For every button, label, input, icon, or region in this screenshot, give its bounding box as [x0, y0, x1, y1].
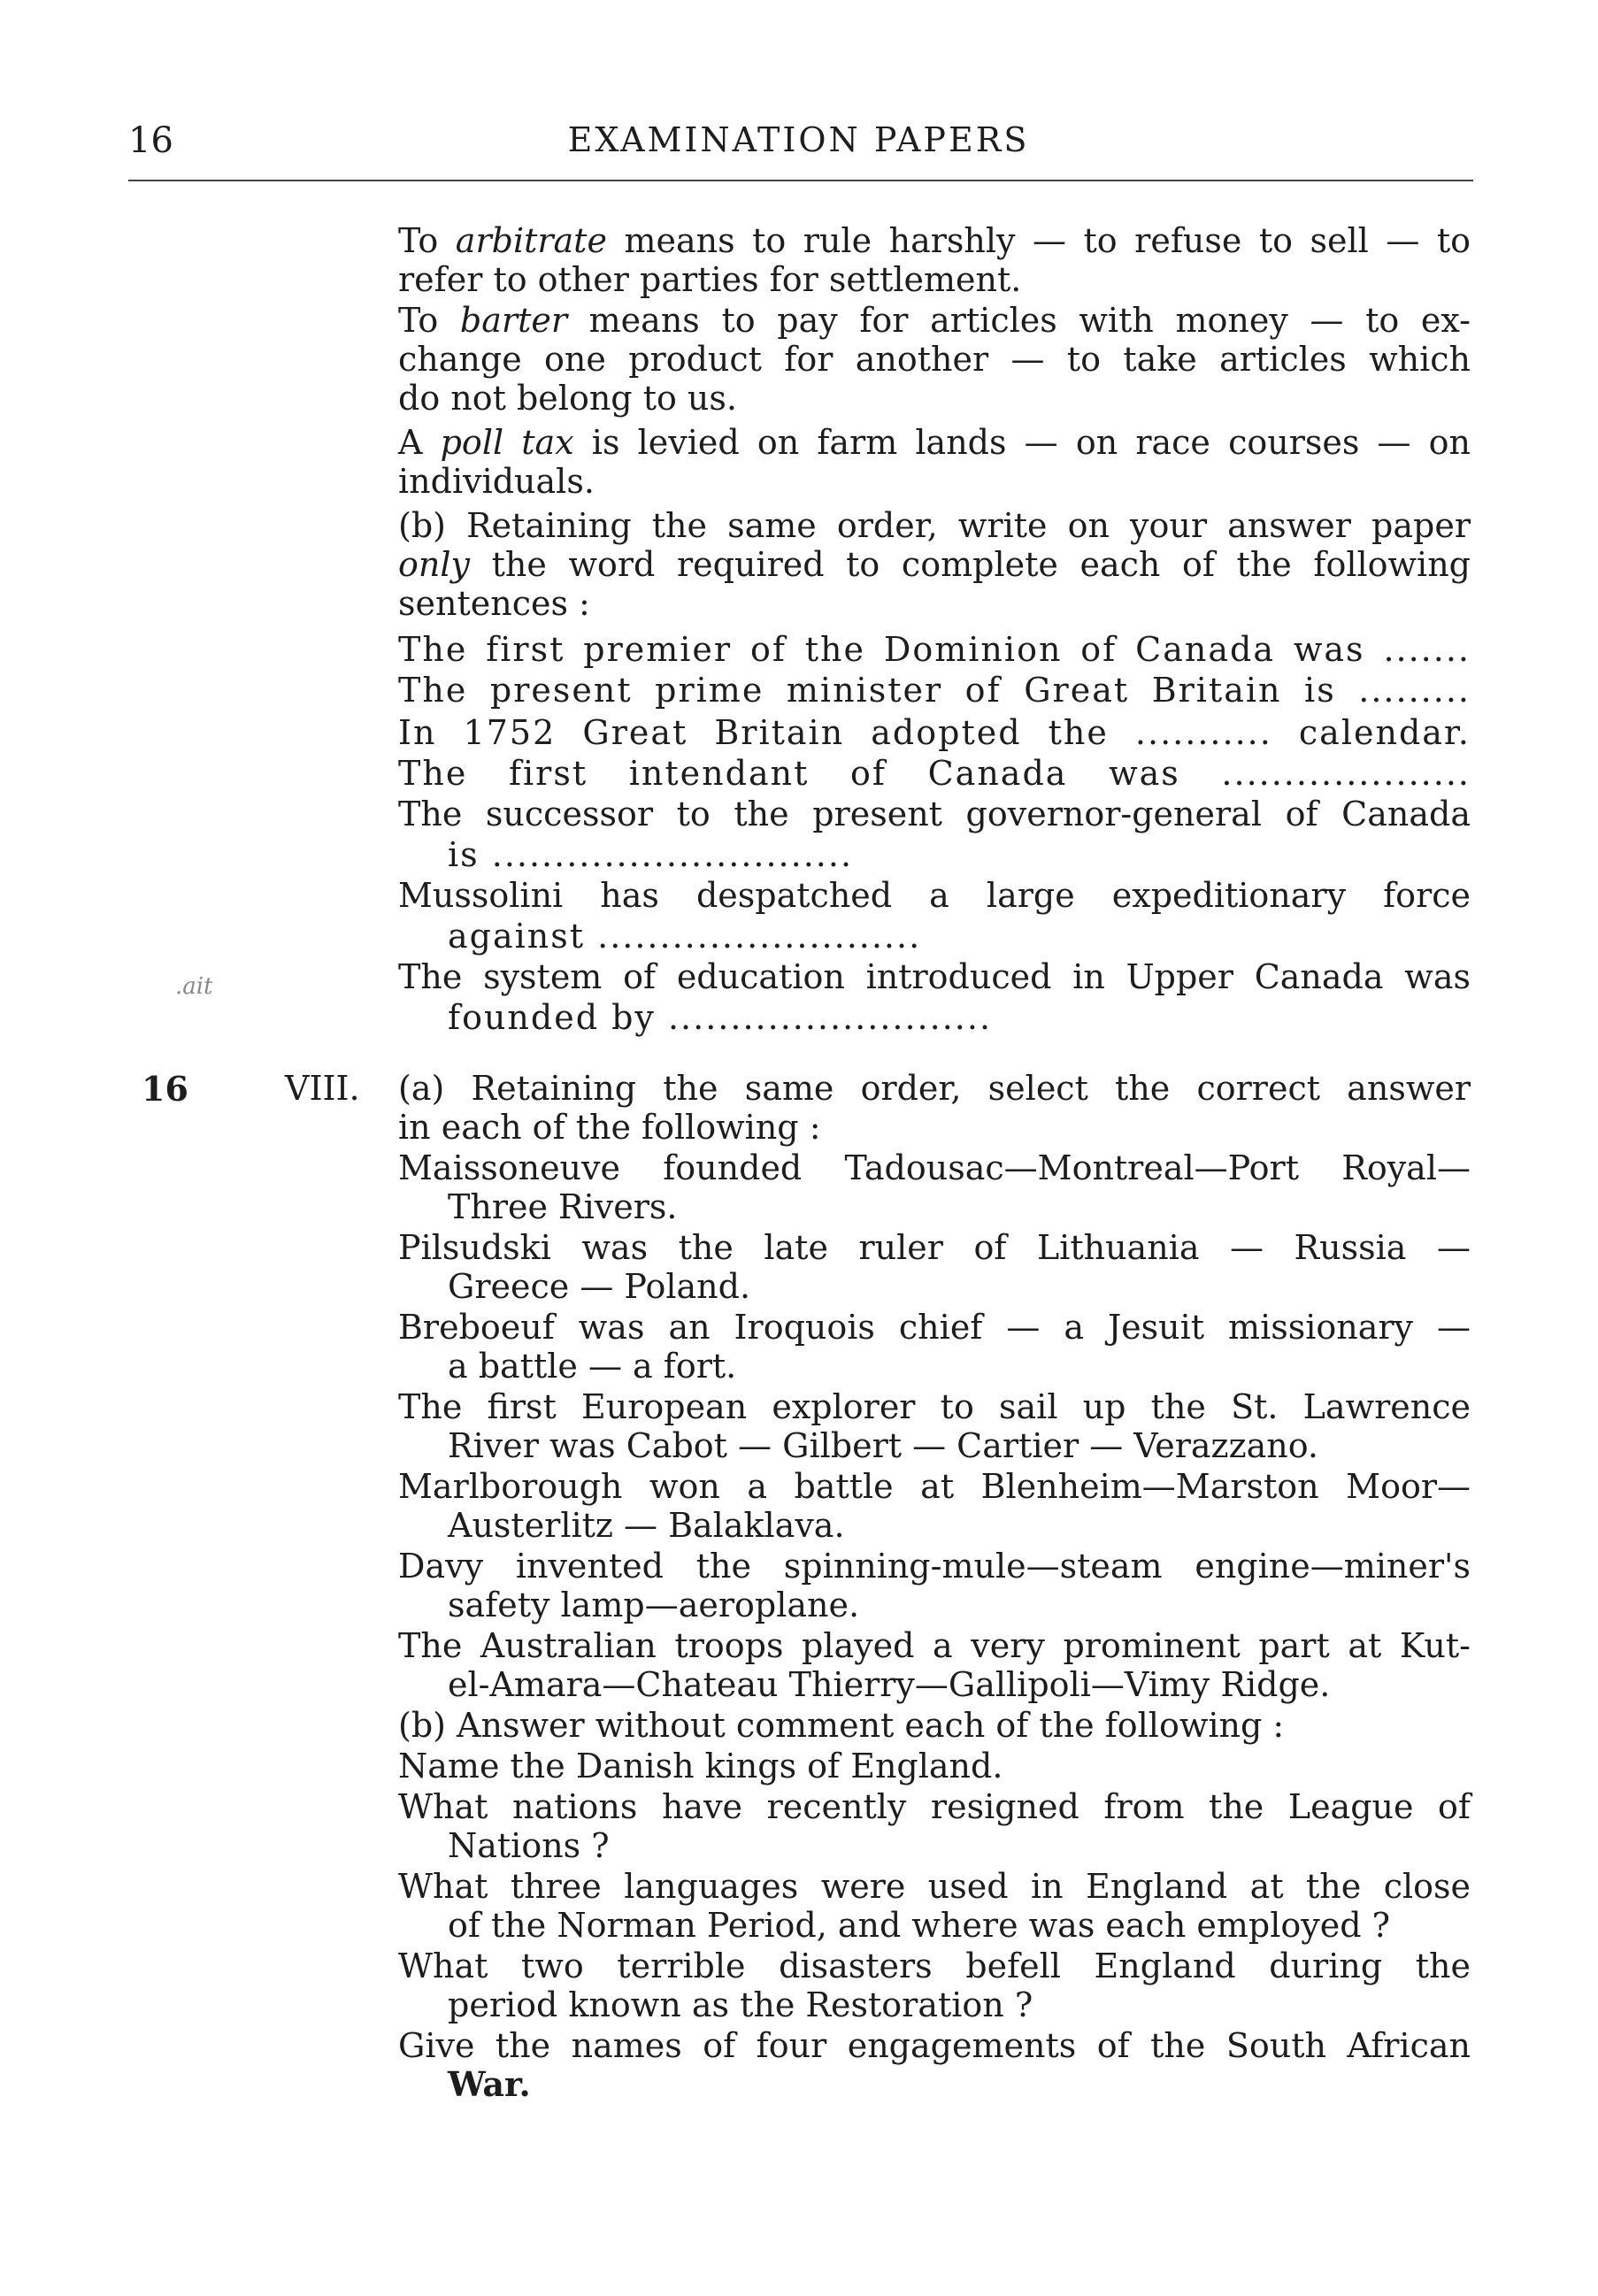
- stray-pencil-mark: .ait: [175, 973, 213, 1000]
- question-item: Give the names of four engagements of the South African: [398, 2026, 1471, 2065]
- definition-barter-cont2: do not belong to us.: [398, 379, 737, 418]
- choice-item-cont: safety lamp—aeroplane.: [448, 1586, 860, 1624]
- question-item: What two terrible disasters befell England during the: [398, 1947, 1471, 1985]
- choice-item: Breboeuf was an Iroquois chief — a Jesuit missionary —: [398, 1308, 1471, 1347]
- choice-item: Pilsudski was the late ruler of Lithuania — Russia —: [398, 1228, 1471, 1267]
- question-item: Name the Danish kings of England.: [398, 1747, 1003, 1785]
- definition-barter-cont: change one product for another — to take articles which: [398, 340, 1471, 379]
- question-item: What nations have recently resigned from the League of: [398, 1787, 1471, 1826]
- page-number: 16: [128, 120, 173, 161]
- fill-in-item: The first premier of the Dominion of Canada was .......: [398, 630, 1471, 669]
- fill-in-item-cont: is .............................: [448, 835, 854, 874]
- page-header: [128, 120, 1469, 170]
- running-title: EXAMINATION PAPERS: [567, 120, 1030, 159]
- question-item-cont: War.: [448, 2064, 531, 2104]
- choice-item-cont: River was Cabot — Gilbert — Cartier — Verazzano.: [448, 1426, 1319, 1465]
- choice-item-cont: Austerlitz — Balaklava.: [448, 1506, 845, 1545]
- part-a-intro: (a) Retaining the same order, select the correct answer: [398, 1069, 1471, 1108]
- definition-arbitrate-cont: refer to other parties for settlement.: [398, 260, 1022, 299]
- fill-in-item: The present prime minister of Great Britain is .........: [398, 671, 1471, 710]
- part-b-intro-cont: only the word required to complete each of the following: [398, 545, 1471, 584]
- question-item-cont: Nations ?: [448, 1826, 610, 1865]
- fill-in-item: Mussolini has despatched a large expeditionary force: [398, 876, 1471, 915]
- fill-in-item-cont: against ..........................: [448, 917, 922, 956]
- question-item-cont: of the Norman Period, and where was each employed ?: [448, 1906, 1391, 1945]
- question-item: What three languages were used in England at the close: [398, 1867, 1471, 1906]
- part-b-intro: (b) Retaining the same order, write on your answer paper: [398, 506, 1471, 545]
- definition-poll-tax: A poll tax is levied on farm lands — on race courses — on: [398, 423, 1471, 462]
- choice-item: Davy invented the spinning-mule—steam engine—miner's: [398, 1547, 1471, 1586]
- choice-item: The Australian troops played a very prominent part at Kut-: [398, 1626, 1471, 1665]
- part-b-intro: (b) Answer without comment each of the following :: [398, 1706, 1285, 1745]
- definition-barter: To barter means to pay for articles with money — to ex-: [398, 301, 1471, 340]
- choice-item-cont: el-Amara—Chateau Thierry—Gallipoli—Vimy Ridge.: [448, 1665, 1331, 1704]
- fill-in-item: The successor to the present governor-general of Canada: [398, 795, 1471, 833]
- definition-poll-tax-cont: individuals.: [398, 462, 595, 501]
- header-rule: [128, 180, 1473, 181]
- fill-in-item: The system of education introduced in Upper Canada was: [398, 957, 1471, 996]
- choice-item: Maissoneuve founded Tadousac—Montreal—Port Royal—: [398, 1148, 1471, 1187]
- choice-item-cont: Greece — Poland.: [448, 1267, 751, 1306]
- choice-item-cont: a battle — a fort.: [448, 1347, 737, 1386]
- definition-arbitrate: To arbitrate means to rule harshly — to refuse to sell — to: [398, 221, 1471, 260]
- question-marks: 16: [142, 1069, 188, 1109]
- fill-in-item-cont: founded by ..........................: [448, 998, 993, 1037]
- question-number: VIII.: [285, 1069, 360, 1108]
- fill-in-item: In 1752 Great Britain adopted the ........... calendar.: [398, 713, 1471, 752]
- choice-item: The first European explorer to sail up the St. Lawrence: [398, 1387, 1471, 1426]
- choice-item: Marlborough won a battle at Blenheim—Marston Moor—: [398, 1467, 1471, 1506]
- choice-item-cont: Three Rivers.: [448, 1187, 678, 1226]
- question-item-cont: period known as the Restoration ?: [448, 1985, 1033, 2024]
- part-a-intro-cont: in each of the following :: [398, 1108, 821, 1147]
- fill-in-item: The first intendant of Canada was ....................: [398, 754, 1471, 793]
- part-b-intro-cont2: sentences :: [398, 584, 590, 623]
